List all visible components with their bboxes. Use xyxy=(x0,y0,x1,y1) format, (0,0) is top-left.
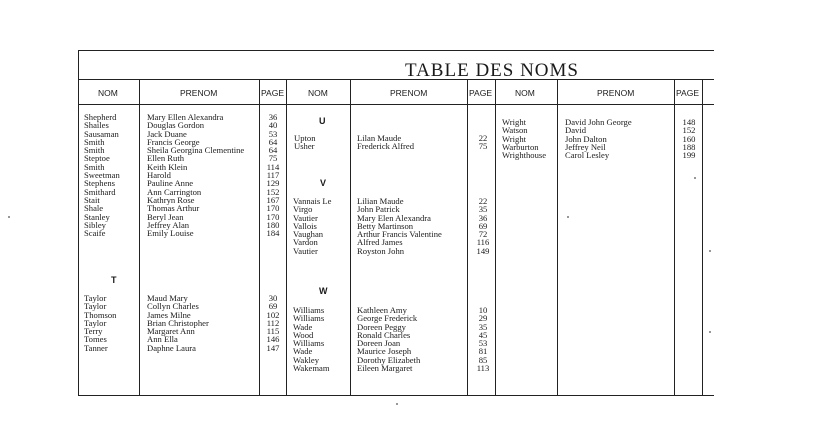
list-entry: David John George xyxy=(565,117,632,127)
column-divider xyxy=(702,80,703,395)
list-entry: Keith Klein xyxy=(147,161,188,172)
section-letter: V xyxy=(320,178,327,188)
list-entry: 180 xyxy=(266,219,280,230)
list-entry: 45 xyxy=(478,329,488,340)
header-prenom: PRENOM xyxy=(180,88,218,98)
list-entry: 116 xyxy=(476,237,490,248)
prenom-list xyxy=(357,134,414,151)
nom-list xyxy=(294,134,315,151)
column-divider xyxy=(259,80,260,395)
list-entry: Alfred James xyxy=(357,237,403,248)
list-entry: Royston John xyxy=(357,245,405,256)
header-page: PAGE xyxy=(676,88,699,98)
list-entry: 81 xyxy=(478,346,488,357)
list-entry: Stanley xyxy=(84,211,110,222)
list-entry: 129 xyxy=(266,178,280,189)
list-entry: Thomson xyxy=(84,309,117,320)
list-entry: Lilian Maude xyxy=(357,196,404,206)
list-entry: 64 xyxy=(268,136,278,147)
list-entry: 53 xyxy=(268,128,278,139)
page-list xyxy=(472,197,494,255)
column-divider xyxy=(674,80,675,395)
list-entry: Wade xyxy=(293,321,313,332)
list-entry: Ellen Ruth xyxy=(147,153,184,164)
column-divider xyxy=(467,80,468,395)
list-entry: 117 xyxy=(266,170,280,181)
list-entry: Margaret Ann xyxy=(147,326,195,337)
list-entry: Maurice Joseph xyxy=(357,346,412,357)
list-entry: Vannais Le xyxy=(293,196,332,206)
list-entry: Mary Ellen Alexandra xyxy=(147,112,224,122)
list-entry: Stait xyxy=(84,194,100,205)
prenom-list xyxy=(357,306,420,372)
list-entry: Eileen Margaret xyxy=(357,363,413,374)
scan-speck xyxy=(709,331,711,333)
list-entry: Vautier xyxy=(293,245,318,256)
title-rule xyxy=(78,79,714,80)
list-entry: 170 xyxy=(266,211,280,222)
prenom-list xyxy=(147,113,244,237)
list-entry: James Milne xyxy=(147,309,191,320)
list-entry: Emily Louise xyxy=(147,228,194,239)
column-divider xyxy=(286,80,287,395)
list-entry: Smith xyxy=(84,161,105,172)
header-prenom: PRENOM xyxy=(597,88,635,98)
list-entry: Vallois xyxy=(293,220,317,231)
list-entry: Smith xyxy=(84,145,105,156)
list-entry: 10 xyxy=(478,305,488,315)
scan-speck xyxy=(709,250,711,252)
list-entry: 64 xyxy=(268,145,278,156)
list-entry: Steptoe xyxy=(84,153,110,164)
list-entry: 40 xyxy=(268,120,278,131)
bottom-rule xyxy=(78,395,714,396)
list-entry: George Frederick xyxy=(357,313,418,324)
header-rule xyxy=(78,104,714,105)
list-entry: Ronald Charles xyxy=(357,329,411,340)
list-entry: Sibley xyxy=(84,219,106,230)
page-list xyxy=(262,294,284,352)
page-list xyxy=(472,134,494,151)
list-entry: Doreen Peggy xyxy=(357,321,406,332)
list-entry: Vaughan xyxy=(293,229,324,240)
list-entry: Harold xyxy=(147,170,171,181)
list-entry: Virgo xyxy=(293,204,313,215)
list-entry: 115 xyxy=(266,326,280,337)
list-entry: 149 xyxy=(476,245,490,256)
list-entry: Upton xyxy=(294,133,316,143)
prenom-list xyxy=(357,197,442,255)
list-entry: Shailes xyxy=(84,120,109,131)
list-entry: Jeffrey Alan xyxy=(147,219,190,230)
nom-list xyxy=(293,197,331,255)
list-entry: Jeffrey Neil xyxy=(565,141,606,152)
list-entry: Dorothy Elizabeth xyxy=(357,354,421,365)
list-entry: 22 xyxy=(478,133,488,143)
list-entry: Betty Martinson xyxy=(357,220,414,231)
list-entry: 199 xyxy=(682,150,696,161)
list-entry: Watson xyxy=(502,125,528,136)
list-entry: 170 xyxy=(266,203,280,214)
list-entry: Terry xyxy=(84,326,103,337)
list-entry: 69 xyxy=(478,220,488,231)
nom-list xyxy=(502,118,546,159)
list-entry: Williams xyxy=(293,338,325,349)
list-entry: Taylor xyxy=(84,301,107,312)
list-entry: 35 xyxy=(478,321,488,332)
scan-speck xyxy=(567,216,569,218)
list-entry: Douglas Gordon xyxy=(147,120,205,131)
list-entry: 75 xyxy=(478,141,488,152)
page-list xyxy=(472,306,494,372)
list-entry: Mary Elen Alexandra xyxy=(357,212,431,223)
list-entry: Sweetman xyxy=(84,170,120,181)
list-entry: 184 xyxy=(266,228,280,239)
list-entry: 29 xyxy=(478,313,488,324)
list-entry: 102 xyxy=(266,309,280,320)
section-letter: T xyxy=(111,275,117,285)
column-divider xyxy=(557,80,558,395)
section-letter: U xyxy=(319,116,326,126)
list-entry: 113 xyxy=(476,363,490,374)
list-entry: 36 xyxy=(268,112,278,122)
header-prenom: PRENOM xyxy=(390,88,428,98)
column-divider xyxy=(350,80,351,395)
list-entry: Vautier xyxy=(293,212,318,223)
list-entry: 148 xyxy=(682,117,696,127)
header-nom: NOM xyxy=(98,88,118,98)
list-entry: Sausaman xyxy=(84,128,119,139)
list-entry: Jack Duane xyxy=(147,128,187,139)
header-page: PAGE xyxy=(261,88,284,98)
scan-speck xyxy=(8,216,10,218)
header-nom: NOM xyxy=(515,88,535,98)
nom-list xyxy=(293,306,330,372)
top-rule xyxy=(78,50,714,51)
list-entry: Williams xyxy=(293,305,325,315)
list-entry: Brian Christopher xyxy=(147,317,209,328)
column-divider xyxy=(139,80,140,395)
list-entry: 152 xyxy=(266,186,280,197)
page-list xyxy=(262,113,284,237)
list-entry: Smithard xyxy=(84,186,116,197)
list-entry: Doreen Joan xyxy=(357,338,401,349)
list-entry: 112 xyxy=(266,317,280,328)
left-border xyxy=(78,50,79,396)
list-entry: Vardon xyxy=(293,237,318,248)
list-entry: 30 xyxy=(268,293,278,303)
list-entry: 146 xyxy=(266,334,280,345)
list-entry: John Dalton xyxy=(565,133,607,144)
list-entry: Warburton xyxy=(502,141,539,152)
page-list xyxy=(678,118,700,159)
list-entry: 147 xyxy=(266,342,280,353)
list-entry: Scaife xyxy=(84,228,106,239)
list-entry: 22 xyxy=(478,196,488,206)
list-entry: Taylor xyxy=(84,293,107,303)
list-entry: Wrighthouse xyxy=(502,150,547,161)
list-entry: Williams xyxy=(293,313,325,324)
list-entry: Arthur Francis Valentine xyxy=(357,229,442,240)
list-entry: 36 xyxy=(478,212,488,223)
list-entry: Ann Ella xyxy=(147,334,178,345)
list-entry: Francis George xyxy=(147,136,200,147)
list-entry: John Patrick xyxy=(357,204,400,215)
list-entry: 69 xyxy=(268,301,278,312)
list-entry: 152 xyxy=(682,125,696,136)
list-entry: Shale xyxy=(84,203,104,214)
list-entry: Taylor xyxy=(84,317,107,328)
list-entry: Pauline Anne xyxy=(147,178,194,189)
list-entry: 167 xyxy=(266,194,280,205)
nom-list xyxy=(84,113,120,237)
list-entry: 72 xyxy=(478,229,488,240)
list-entry: Tomes xyxy=(84,334,107,345)
list-entry: Thomas Arthur xyxy=(147,203,200,214)
section-letter: W xyxy=(319,286,328,296)
list-entry: Tanner xyxy=(84,342,108,353)
list-entry: Wright xyxy=(502,117,526,127)
prenom-list xyxy=(147,294,209,352)
list-entry: 85 xyxy=(478,354,488,365)
list-entry: Carol Lesley xyxy=(565,150,610,161)
list-entry: Ann Carrington xyxy=(147,186,202,197)
scan-speck xyxy=(396,403,398,405)
list-entry: Wood xyxy=(293,329,314,340)
list-entry: 114 xyxy=(266,161,280,172)
list-entry: Lilan Maude xyxy=(357,133,402,143)
list-entry: 35 xyxy=(478,204,488,215)
list-entry: Smith xyxy=(84,136,105,147)
list-entry: Wakley xyxy=(293,354,320,365)
list-entry: Frederick Alfred xyxy=(357,141,415,152)
header-page: PAGE xyxy=(469,88,492,98)
list-entry: Shepherd xyxy=(84,112,117,122)
list-entry: Daphne Laura xyxy=(147,342,196,353)
list-entry: Maud Mary xyxy=(147,293,188,303)
list-entry: David xyxy=(565,125,587,136)
list-entry: Usher xyxy=(294,141,315,152)
list-entry: Kathleen Amy xyxy=(357,305,407,315)
list-entry: 188 xyxy=(682,141,696,152)
prenom-list xyxy=(565,118,632,159)
scan-speck xyxy=(694,177,696,179)
list-entry: 160 xyxy=(682,133,696,144)
list-entry: Stephens xyxy=(84,178,116,189)
list-entry: Wade xyxy=(293,346,313,357)
list-entry: Wakemam xyxy=(293,363,330,374)
list-entry: Collyn Charles xyxy=(147,301,199,312)
list-entry: Sheila Georgina Clementine xyxy=(147,145,245,156)
list-entry: 53 xyxy=(478,338,488,349)
header-nom: NOM xyxy=(308,88,328,98)
column-divider xyxy=(495,80,496,395)
nom-list xyxy=(84,294,116,352)
list-entry: 75 xyxy=(268,153,278,164)
list-entry: Beryl Jean xyxy=(147,211,184,222)
list-entry: Wright xyxy=(502,133,526,144)
page-title: TABLE DES NOMS xyxy=(405,60,579,81)
list-entry: Kathryn Rose xyxy=(147,194,195,205)
